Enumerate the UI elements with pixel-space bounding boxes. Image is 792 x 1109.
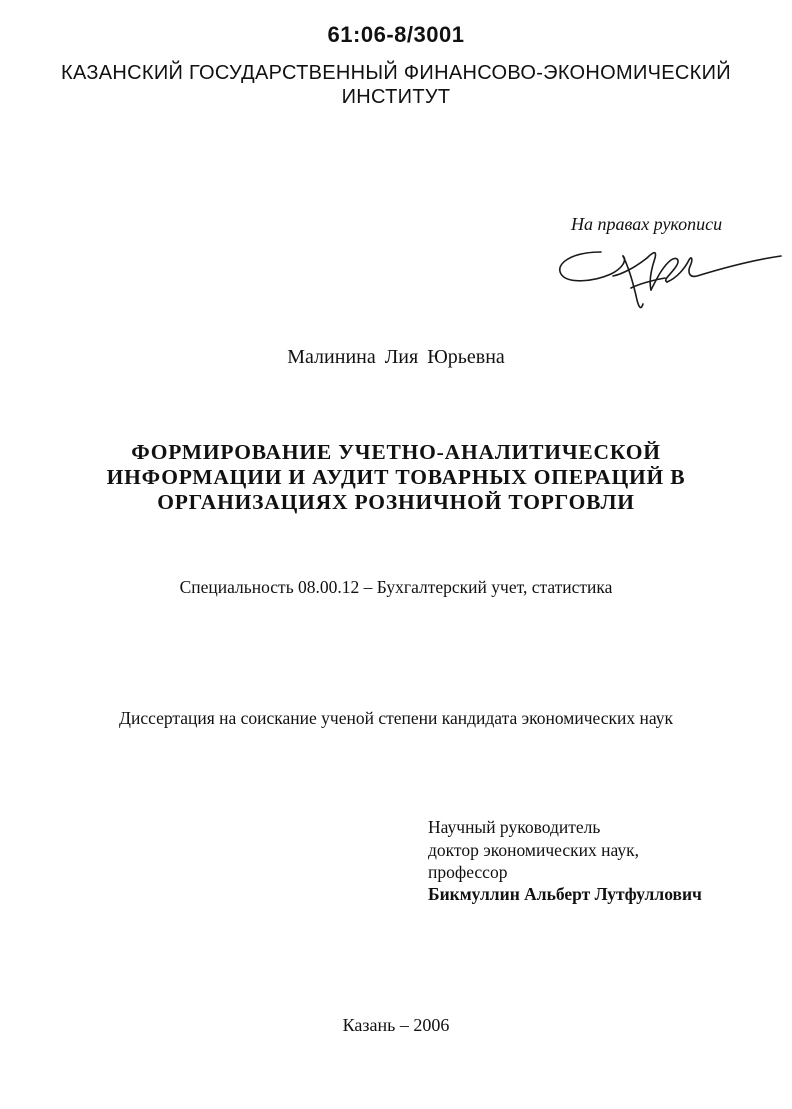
advisor-title: профессор xyxy=(428,862,508,882)
thesis-title-line-2: ИНФОРМАЦИИ И АУДИТ ТОВАРНЫХ ОПЕРАЦИЙ В xyxy=(106,465,686,489)
specialty: Специальность 08.00.12 – Бухгалтерский учет, статистика xyxy=(179,577,613,597)
thesis-title-line-3: ОРГАНИЗАЦИЯХ РОЗНИЧНОЙ ТОРГОВЛИ xyxy=(157,490,635,514)
advisor-name: Бикмуллин Альберт Лутфуллович xyxy=(428,884,702,904)
handwritten-signature xyxy=(553,238,787,318)
institution-line-2: ИНСТИТУТ xyxy=(341,86,451,108)
advisor-role: Научный руководитель xyxy=(428,817,601,837)
author-name: Малинина Лия Юрьевна xyxy=(287,346,505,368)
institution-line-1: КАЗАНСКИЙ ГОСУДАРСТВЕННЫЙ ФИНАНСОВО-ЭКОНОМИЧЕСКИЙ xyxy=(61,62,731,84)
place-and-year: Казань – 2006 xyxy=(342,1015,450,1035)
thesis-title-line-1: ФОРМИРОВАНИЕ УЧЕТНО-АНАЛИТИЧЕСКОЙ xyxy=(131,440,661,464)
advisor-degree: доктор экономических наук, xyxy=(428,840,639,860)
manuscript-note: На правах рукописи xyxy=(571,214,723,234)
dissertation-degree: Диссертация на соискание ученой степени кандидата экономических наук xyxy=(119,708,673,728)
catalog-number: 61:06-8/3001 xyxy=(327,22,465,47)
